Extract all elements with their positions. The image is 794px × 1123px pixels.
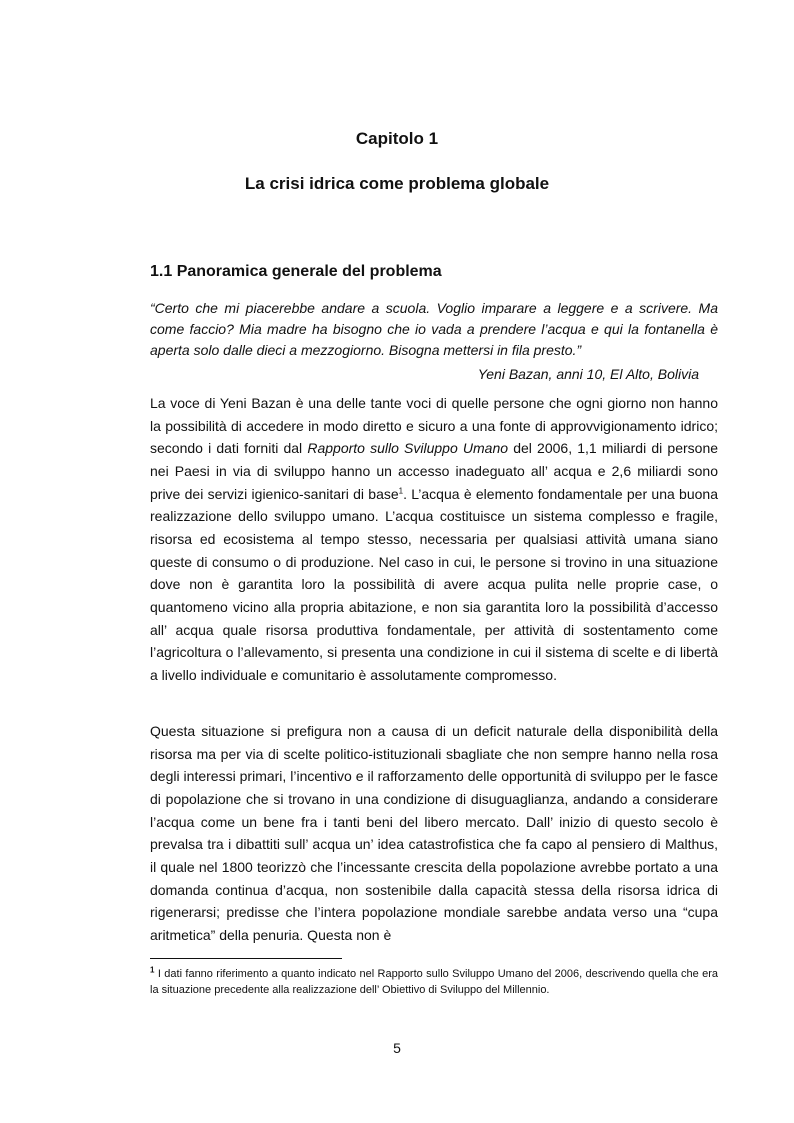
footnote-separator bbox=[150, 958, 342, 959]
footnote bbox=[150, 966, 718, 998]
paragraph-1-text-b: del 2006, 1,1 miliardi di persone nei Paesi in via di sviluppo hanno un accesso inadeguato all’ acqua e 2,6 miliardi sono prive dei servizi igienico-sanitari di base bbox=[150, 440, 719, 502]
footnote-number: 1 bbox=[150, 965, 155, 975]
footnote-text: I dati fanno riferimento a quanto indicato nel Rapporto sullo Sviluppo Umano del 2006, descrivendo quella che era la situazione precedente alla realizzazione dell’ Obiettivo di Sviluppo del Millennio. bbox=[150, 968, 718, 996]
section-heading: 1.1 Panoramica generale del problema bbox=[150, 263, 442, 280]
chapter-label: Capitolo 1 bbox=[355, 129, 439, 148]
paragraph-1-text-c: . L’acqua è elemento fondamentale per una buona realizzazione dello sviluppo umano. L’acqua costituisce un sistema complesso e fragile, risorsa ed ecosistema al tempo stesso, necessaria per qualsiasi attività umana siano queste di consumo o di produzione. Nel caso in cui, le persone si trovino in una situazione dove non è garantita loro la possibilità di avere acqua pulita nelle proprie case, o quantomeno vicino alla propria abitazione, e non sia garantita loro la possibilità d’accesso all’ acqua quale risorsa produttiva fondamentale, per attività di sostentamento come l’agricoltura o l’allevamento, si presenta una condizione in cui il sistema di scelte e di libertà a livello individuale e comunitario è assolutamente compromesso. bbox=[150, 485, 718, 683]
quote-attribution: Yeni Bazan, anni 10, El Alto, Bolivia bbox=[477, 366, 699, 382]
body-paragraph-1 bbox=[150, 392, 718, 687]
body-paragraph-2: Questa situazione si prefigura non a causa di un deficit naturale della disponibilità della risorsa ma per via di scelte politico-istituzionali sbagliate che non sempre hanno nella rosa degli interessi primari, l’incentivo e il rafforzamento delle opportunità di sviluppo per le fasce di popolazione che si trovano in una condizione di disuguaglianza, andando a considerare l’acqua come un bene fra i tanti beni del libero mercato. Dall’ inizio di questo secolo è prevalsa tra i dibattiti sull’ acqua un’ idea catastrofistica che fa capo al pensiero di Malthus, il quale nel 1800 teorizzò che l’incessante crescita della popolazione avrebbe portato a una domanda continua d’acqua, non sostenibile dalla capacità stessa della risorsa idrica di rigenerarsi; predisse che l’intera popolazione mondiale sarebbe andata verso una “cupa aritmetica” della penuria. Questa non è bbox=[150, 723, 718, 943]
report-title: Rapporto sullo Sviluppo Umano bbox=[307, 440, 509, 457]
paragraph-1-text-a: La voce di Yeni Bazan è una delle tante voci di quelle persone che ogni giorno non hanno la possibilità di accedere in modo diretto e sicuro a una fonte di approvvigionamento idrico; secondo i dati forniti dal bbox=[150, 395, 718, 457]
footnote-reference[interactable]: 1 bbox=[398, 485, 404, 495]
page-number: 5 bbox=[393, 1040, 401, 1056]
epigraph-quote: “Certo che mi piacerebbe andare a scuola. Voglio imparare a leggere e a scrivere. Ma come faccio? Mia madre ha bisogno che io vada a prendere l’acqua e qui la fontanella è aperta solo dalle dieci a mezzogiorno. Bisogna mettersi in fila presto.” bbox=[150, 300, 718, 358]
chapter-title: La crisi idrica come problema globale bbox=[244, 174, 550, 193]
